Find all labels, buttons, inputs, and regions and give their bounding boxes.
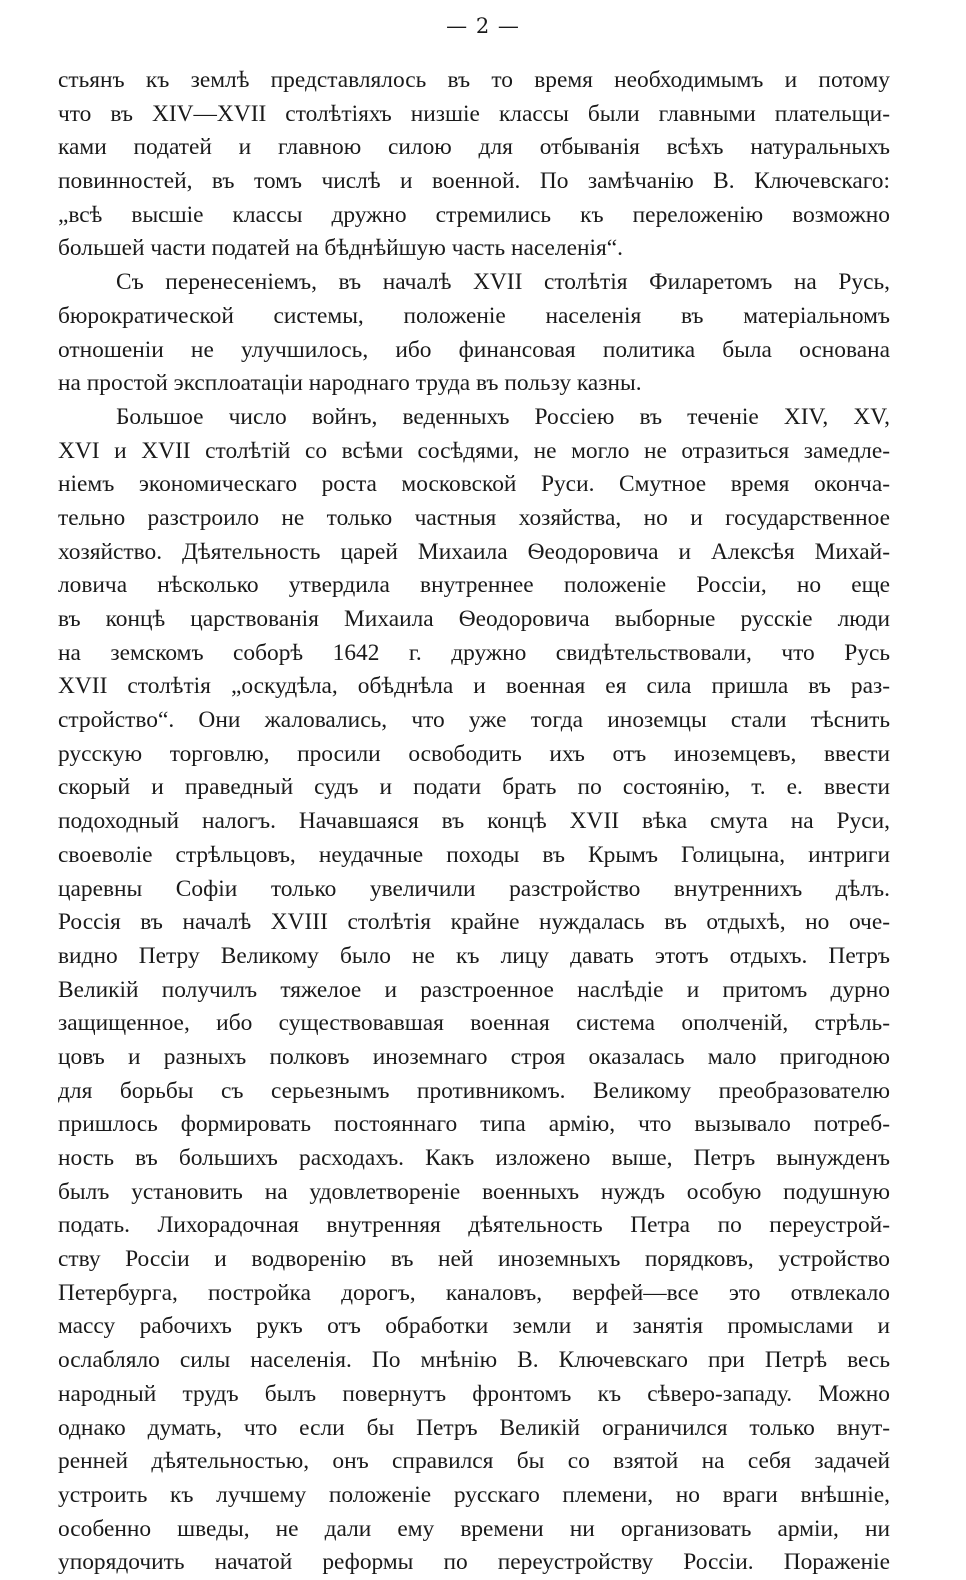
text-line: большей части податей на бѣднѣйшую часть населенія“. [58,235,623,262]
body-text [58,64,890,1580]
paragraph-start-line: Большое число войнъ, веденныхъ Россіею въ теченіе XIV, XV, [116,403,890,430]
text-line: скорый и праведный судъ и подати брать по состоянію, т. е. ввести [58,774,890,801]
text-line: повинностей, въ томъ числѣ и военной. По замѣчанію В. Ключевскаго: [58,168,890,195]
text-line: народный трудъ былъ повернутъ фронтомъ къ сѣверо-западу. Можно [58,1380,890,1407]
text-line: русскую торговлю, просили освободить ихъ отъ иноземцевъ, ввести [58,740,890,767]
text-line: XVII столѣтія „оскудѣла, обѣднѣла и военная ея сила пришла въ раз- [58,673,890,700]
text-line: бюрократической системы, положеніе населенія въ матеріальномъ [58,302,890,329]
text-line: Великій получилъ тяжелое и разстроенное наслѣдіе и притомъ дурно [58,976,890,1003]
text-line: однако думать, что если бы Петръ Великій ограничился только внут- [58,1414,890,1441]
text-line: на земскомъ соборѣ 1642 г. дружно свидѣтельствовали, что Русь [58,639,890,666]
text-line: особенно шведы, не дали ему времени ни организовать арміи, ни [58,1515,890,1542]
text-line: былъ установить на удовлетвореніе военныхъ нуждъ особую подушную [58,1178,890,1205]
text-line: что въ XIV—XVII столѣтіяхъ низшіе классы были главными плательщи- [58,100,890,127]
text-line: царевны Софіи только увеличили разстройство внутреннихъ дѣлъ. [58,875,890,902]
page-number: — 2 — [446,14,520,38]
text-line: цовъ и разныхъ полковъ иноземнаго строя оказалась мало пригодною [58,1043,890,1070]
text-line: отношеніи не улучшилось, ибо финансовая политика была основана [58,336,890,363]
text-line: ренней дѣятельностью, онъ справился бы со взятой на себя задачей [58,1448,890,1475]
text-line: Петербурга, постройка дорогъ, каналовъ, верфей—все это отвлекало [58,1279,890,1306]
text-line: видно Петру Великому было не къ лицу давать этотъ отдыхъ. Петръ [58,942,890,969]
text-line: подоходный налогъ. Начавшаяся въ концѣ XVII вѣка смута на Руси, [58,808,890,835]
text-line: ослабляло силы населенія. По мнѣнію В. Ключевскаго при Петрѣ весь [58,1347,890,1374]
text-line: тельно разстроило не только частныя хозяйства, но и государственное [58,504,890,531]
text-line: упорядочить начатой реформы по переустройству Россіи. Пораженіе [58,1549,890,1576]
text-line: своеволіе стрѣльцовъ, неудачные походы въ Крымъ Голицына, интриги [58,841,890,868]
text-line: хозяйство. Дѣятельность царей Михаила Ѳеодоровича и Алексѣя Михай- [58,538,890,565]
text-line: XVI и XVII столѣтій со всѣми сосѣдями, не могло не отразиться замедле- [58,437,890,464]
text-line: „всѣ высшіе классы дружно стремились къ переложенію возможно [58,201,890,228]
text-line: на простой эксплоатаціи народнаго труда въ пользу казны. [58,370,642,397]
text-line: ству Россіи и водворенію въ ней иноземныхъ порядковъ, устройство [58,1246,890,1273]
text-line: ность въ большихъ расходахъ. Какъ изложено выше, Петръ вынужденъ [58,1145,890,1171]
text-line: устроить къ лучшему положеніе русскаго племени, но враги внѣшніе, [58,1481,890,1508]
text-line: ками податей и главною силою для отбыванія всѣхъ натуральныхъ [58,134,890,161]
text-line: подать. Лихорадочная внутренняя дѣятельность Петра по переустрой- [58,1212,890,1239]
paragraph-start-line: Съ перенесеніемъ, въ началѣ XVII столѣтія Филаретомъ на Русь, [116,269,890,296]
text-line: стройство“. Они жаловались, что уже тогда иноземцы стали тѣснить [58,707,890,734]
text-line: въ концѣ царствованія Михаила Ѳеодоровича выборные русскіе люди [58,606,890,632]
text-line: Россія въ началѣ XVIII столѣтія крайне нуждалась въ отдыхѣ, но оче- [58,909,890,936]
text-line: массу рабочихъ рукъ отъ обработки земли и занятія промыслами и [58,1313,890,1340]
text-line: ніемъ экономическаго роста московской Руси. Смутное время оконча- [58,471,890,498]
text-line: пришлось формировать постояннаго типа армію, что вызывало потреб- [58,1111,890,1138]
text-line: защищенное, ибо существовавшая военная система ополченій, стрѣль- [58,1010,890,1037]
text-line: стьянъ къ землѣ представлялось въ то время необходимымъ и потому [58,67,890,93]
text-line: ловича нѣсколько утвердила внутреннее положеніе Россіи, но еще [58,572,890,599]
text-line: для борьбы съ серьезнымъ противникомъ. Великому преобразователю [58,1077,890,1104]
